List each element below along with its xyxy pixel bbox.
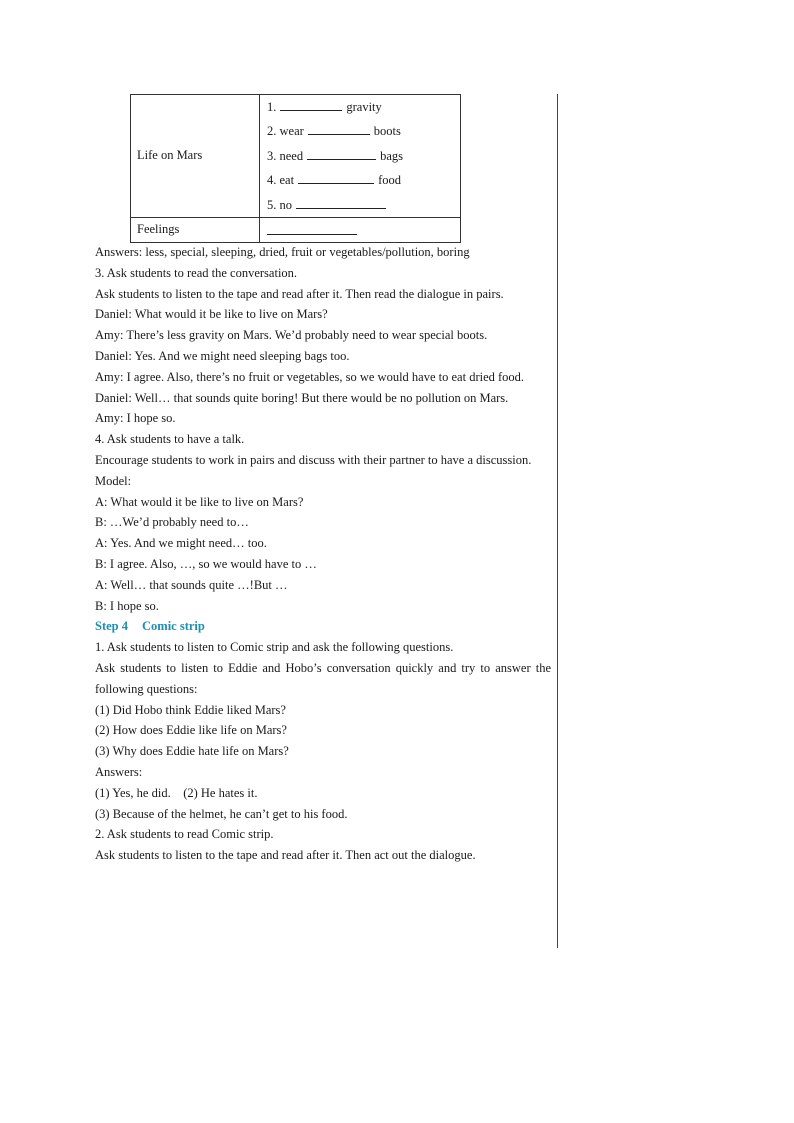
answer-blank	[308, 121, 370, 135]
model-line: B: I hope so.	[95, 598, 159, 613]
question-line: (2) How does Eddie like life on Mars?	[95, 723, 287, 738]
instruction-text: Ask students to listen to Eddie and Hobo’s conversation quickly and try to answer the following questions:	[95, 660, 551, 696]
lesson-text	[95, 242, 551, 866]
answers-line: Answers: less, special, sleeping, dried, fruit or vegetables/pollution, boring	[95, 245, 470, 259]
instruction-heading: 3. Ask students to read the conversation.	[95, 265, 298, 280]
answer-line: (1) Yes, he did. (2) He hates it.	[95, 785, 258, 800]
table-row	[131, 217, 461, 242]
answer-blank	[296, 195, 386, 209]
instruction-text: Ask students to listen to the tape and read after it. Then act out the dialogue.	[95, 848, 476, 863]
step-title: Comic strip	[142, 619, 205, 634]
question-line: (3) Why does Eddie hate life on Mars?	[95, 744, 289, 759]
table-row	[131, 95, 461, 218]
model-line: A: What would it be like to live on Mars?	[95, 494, 304, 509]
blank-items-cell	[260, 95, 461, 218]
instruction-heading: 1. Ask students to listen to Comic strip and ask the following questions.	[95, 640, 454, 655]
dialogue-line: Daniel: Well… that sounds quite boring! But there would be no pollution on Mars.	[95, 390, 509, 405]
answer-blank	[307, 146, 376, 160]
feelings-label: Feelings	[131, 217, 260, 242]
list-item: 3. need bags	[267, 144, 460, 168]
answers-label: Answers:	[95, 764, 143, 779]
answer-blank	[280, 97, 342, 111]
instruction-text: Ask students to listen to the tape and read after it. Then read the dialogue in pairs.	[95, 286, 504, 301]
fill-in-table	[130, 94, 461, 243]
dialogue-line: Daniel: What would it be like to live on Mars?	[95, 307, 328, 322]
step-number: Step 4	[95, 619, 128, 634]
dialogue-line: Daniel: Yes. And we might need sleeping bags too.	[95, 348, 350, 363]
list-item: 4. eat food	[267, 168, 460, 192]
margin-line	[557, 94, 558, 948]
list-item: 1. gravity	[267, 95, 460, 119]
answer-blank	[298, 170, 374, 184]
instruction-heading: 4. Ask students to have a talk.	[95, 432, 245, 447]
instruction-text: Encourage students to work in pairs and discuss with their partner to have a discussion.	[95, 452, 532, 467]
life-on-mars-label: Life on Mars	[131, 95, 260, 218]
answer-blank	[267, 221, 357, 235]
question-line: (1) Did Hobo think Eddie liked Mars?	[95, 702, 286, 717]
answer-line: (3) Because of the helmet, he can’t get to his food.	[95, 806, 348, 821]
list-item: 5. no	[267, 193, 460, 217]
model-label: Model:	[95, 473, 132, 488]
model-line: B: I agree. Also, …, so we would have to …	[95, 556, 317, 571]
step-heading	[95, 616, 551, 637]
model-line: A: Well… that sounds quite …!But …	[95, 577, 288, 592]
model-line: A: Yes. And we might need… too.	[95, 536, 267, 551]
instruction-heading: 2. Ask students to read Comic strip.	[95, 827, 274, 842]
feelings-cell	[260, 217, 461, 242]
dialogue-line: Amy: I agree. Also, there’s no fruit or vegetables, so we would have to eat dried food.	[95, 369, 525, 384]
list-item: 2. wear boots	[267, 119, 460, 143]
model-line: B: …We’d probably need to…	[95, 515, 249, 530]
dialogue-line: Amy: I hope so.	[95, 411, 176, 426]
dialogue-line: Amy: There’s less gravity on Mars. We’d probably need to wear special boots.	[95, 328, 488, 343]
